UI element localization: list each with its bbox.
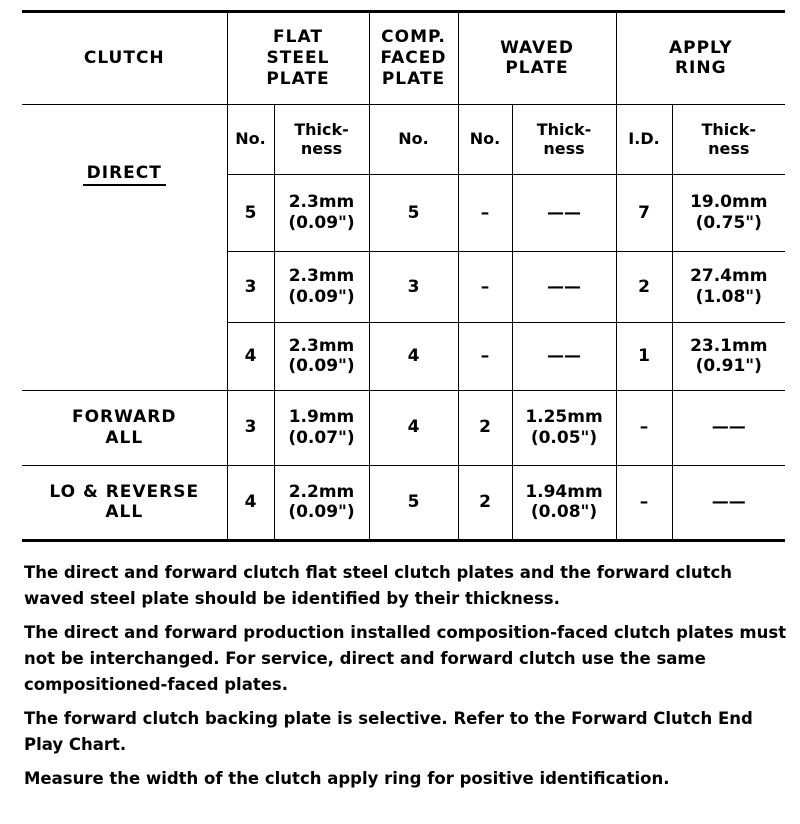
cell-ring-thickness xyxy=(672,252,785,322)
cell-flat-thickness xyxy=(274,322,369,390)
cell-in: (0.09") xyxy=(288,287,355,308)
cell-mm: 1.25mm xyxy=(525,407,603,428)
group-direct xyxy=(22,104,227,391)
cell-waved-no: 2 xyxy=(458,391,512,465)
cell-ring-id: – xyxy=(616,391,672,465)
cell-in: (0.07") xyxy=(288,427,355,448)
header-ring-line2: RING xyxy=(674,58,727,79)
cell-waved-no: – xyxy=(458,174,512,251)
cell-in: (0.75") xyxy=(695,213,762,234)
subheader-flat-thickness-line1: Thick- xyxy=(294,119,349,139)
cell-ring-thickness: —— xyxy=(672,465,785,540)
cell-in: (0.91") xyxy=(695,356,762,377)
subheader-ring-thickness-line1: Thick- xyxy=(701,119,757,139)
cell-mm: 1.94mm xyxy=(525,481,603,502)
cell-flat-no: 3 xyxy=(227,391,274,465)
header-ring-line1: APPLY xyxy=(668,37,733,58)
subheader-flat-no: No. xyxy=(227,104,274,174)
cell-comp-no: 3 xyxy=(369,252,458,322)
cell-in: (0.09") xyxy=(288,213,355,234)
subheader-row xyxy=(22,104,785,174)
note-paragraph: The forward clutch backing plate is selective. Refer to the Forward Clutch End Play Chart. xyxy=(24,709,753,754)
subheader-flat-thickness xyxy=(274,104,369,174)
clutch-plate-table xyxy=(22,10,785,542)
cell-mm: 23.1mm xyxy=(690,335,768,356)
header-apply-ring xyxy=(616,12,785,105)
subheader-ring-id: I.D. xyxy=(616,104,672,174)
cell-ring-id: 2 xyxy=(616,252,672,322)
header-waved-line2: PLATE xyxy=(505,58,569,79)
cell-flat-no: 3 xyxy=(227,252,274,322)
header-comp-line3: PLATE xyxy=(381,68,446,89)
group-lo-reverse-line2: ALL xyxy=(105,502,144,523)
cell-flat-no: 5 xyxy=(227,174,274,251)
cell-waved-no: 2 xyxy=(458,465,512,540)
cell-mm: 2.3mm xyxy=(288,335,355,356)
header-waved-line1: WAVED xyxy=(500,37,574,58)
note-paragraph: The direct and forward clutch flat steel clutch plates and the forward clutch waved steel plate should be identified by their thickness. xyxy=(24,563,733,608)
cell-in: (0.09") xyxy=(288,356,355,377)
cell-waved-thickness xyxy=(512,465,616,540)
cell-in: (0.09") xyxy=(288,502,355,523)
subheader-ring-thickness-line2: ness xyxy=(708,139,750,159)
cell-comp-no: 5 xyxy=(369,174,458,251)
cell-in: (0.08") xyxy=(530,502,598,523)
header-row xyxy=(22,12,785,105)
cell-flat-thickness xyxy=(274,391,369,465)
group-forward xyxy=(22,391,227,465)
subheader-flat-thickness-line2: ness xyxy=(300,139,343,159)
table-row xyxy=(22,465,785,540)
cell-waved-thickness: —— xyxy=(512,252,616,322)
cell-ring-thickness xyxy=(672,174,785,251)
cell-mm: 1.9mm xyxy=(288,407,355,428)
group-lo-reverse xyxy=(22,465,227,540)
header-flat-line1: FLAT xyxy=(273,27,323,48)
subheader-comp-no: No. xyxy=(369,104,458,174)
subheader-waved-thickness-line2: ness xyxy=(543,139,585,159)
cell-mm: 2.3mm xyxy=(288,192,355,213)
header-waved-plate xyxy=(458,12,616,105)
cell-mm: 2.2mm xyxy=(288,481,355,502)
cell-flat-no: 4 xyxy=(227,322,274,390)
cell-mm: 27.4mm xyxy=(690,266,768,287)
group-forward-line2: ALL xyxy=(105,427,144,448)
header-comp-line2: FACED xyxy=(380,47,447,68)
group-forward-line1: FORWARD xyxy=(71,407,177,428)
subheader-waved-thickness xyxy=(512,104,616,174)
cell-waved-no: – xyxy=(458,252,512,322)
cell-ring-id: – xyxy=(616,465,672,540)
cell-flat-no: 4 xyxy=(227,465,274,540)
cell-waved-no: – xyxy=(458,322,512,390)
subheader-waved-no: No. xyxy=(458,104,512,174)
notes-section xyxy=(24,560,789,800)
header-flat-steel-plate xyxy=(227,12,369,105)
cell-waved-thickness: —— xyxy=(512,174,616,251)
cell-ring-thickness xyxy=(672,322,785,390)
cell-in: (1.08") xyxy=(695,287,762,308)
subheader-waved-thickness-line1: Thick- xyxy=(536,119,592,139)
cell-in: (0.05") xyxy=(530,427,598,448)
note-paragraph: The direct and forward production installed composition-faced clutch plates must not be interchanged. For service, direct and forward clutch use the same compositioned-faced plates. xyxy=(24,623,787,694)
cell-comp-no: 5 xyxy=(369,465,458,540)
cell-comp-no: 4 xyxy=(369,391,458,465)
note-paragraph: Measure the width of the clutch apply ring for positive identification. xyxy=(24,769,670,788)
table-row xyxy=(22,391,785,465)
cell-ring-id: 7 xyxy=(616,174,672,251)
cell-flat-thickness xyxy=(274,252,369,322)
header-comp-line1: COMP. xyxy=(381,27,446,48)
header-flat-line2: STEEL xyxy=(266,47,330,68)
cell-mm: 2.3mm xyxy=(288,266,355,287)
header-flat-line3: PLATE xyxy=(266,68,330,89)
header-clutch: CLUTCH xyxy=(22,12,227,105)
cell-comp-no: 4 xyxy=(369,322,458,390)
group-lo-reverse-line1: LO & REVERSE xyxy=(49,481,200,502)
header-comp-faced-plate xyxy=(369,12,458,105)
cell-ring-thickness: —— xyxy=(672,391,785,465)
cell-ring-id: 1 xyxy=(616,322,672,390)
cell-flat-thickness xyxy=(274,465,369,540)
cell-waved-thickness xyxy=(512,391,616,465)
group-direct-label: DIRECT xyxy=(83,163,166,187)
cell-waved-thickness: —— xyxy=(512,322,616,390)
cell-mm: 19.0mm xyxy=(690,192,768,213)
subheader-ring-thickness xyxy=(672,104,785,174)
cell-flat-thickness xyxy=(274,174,369,251)
